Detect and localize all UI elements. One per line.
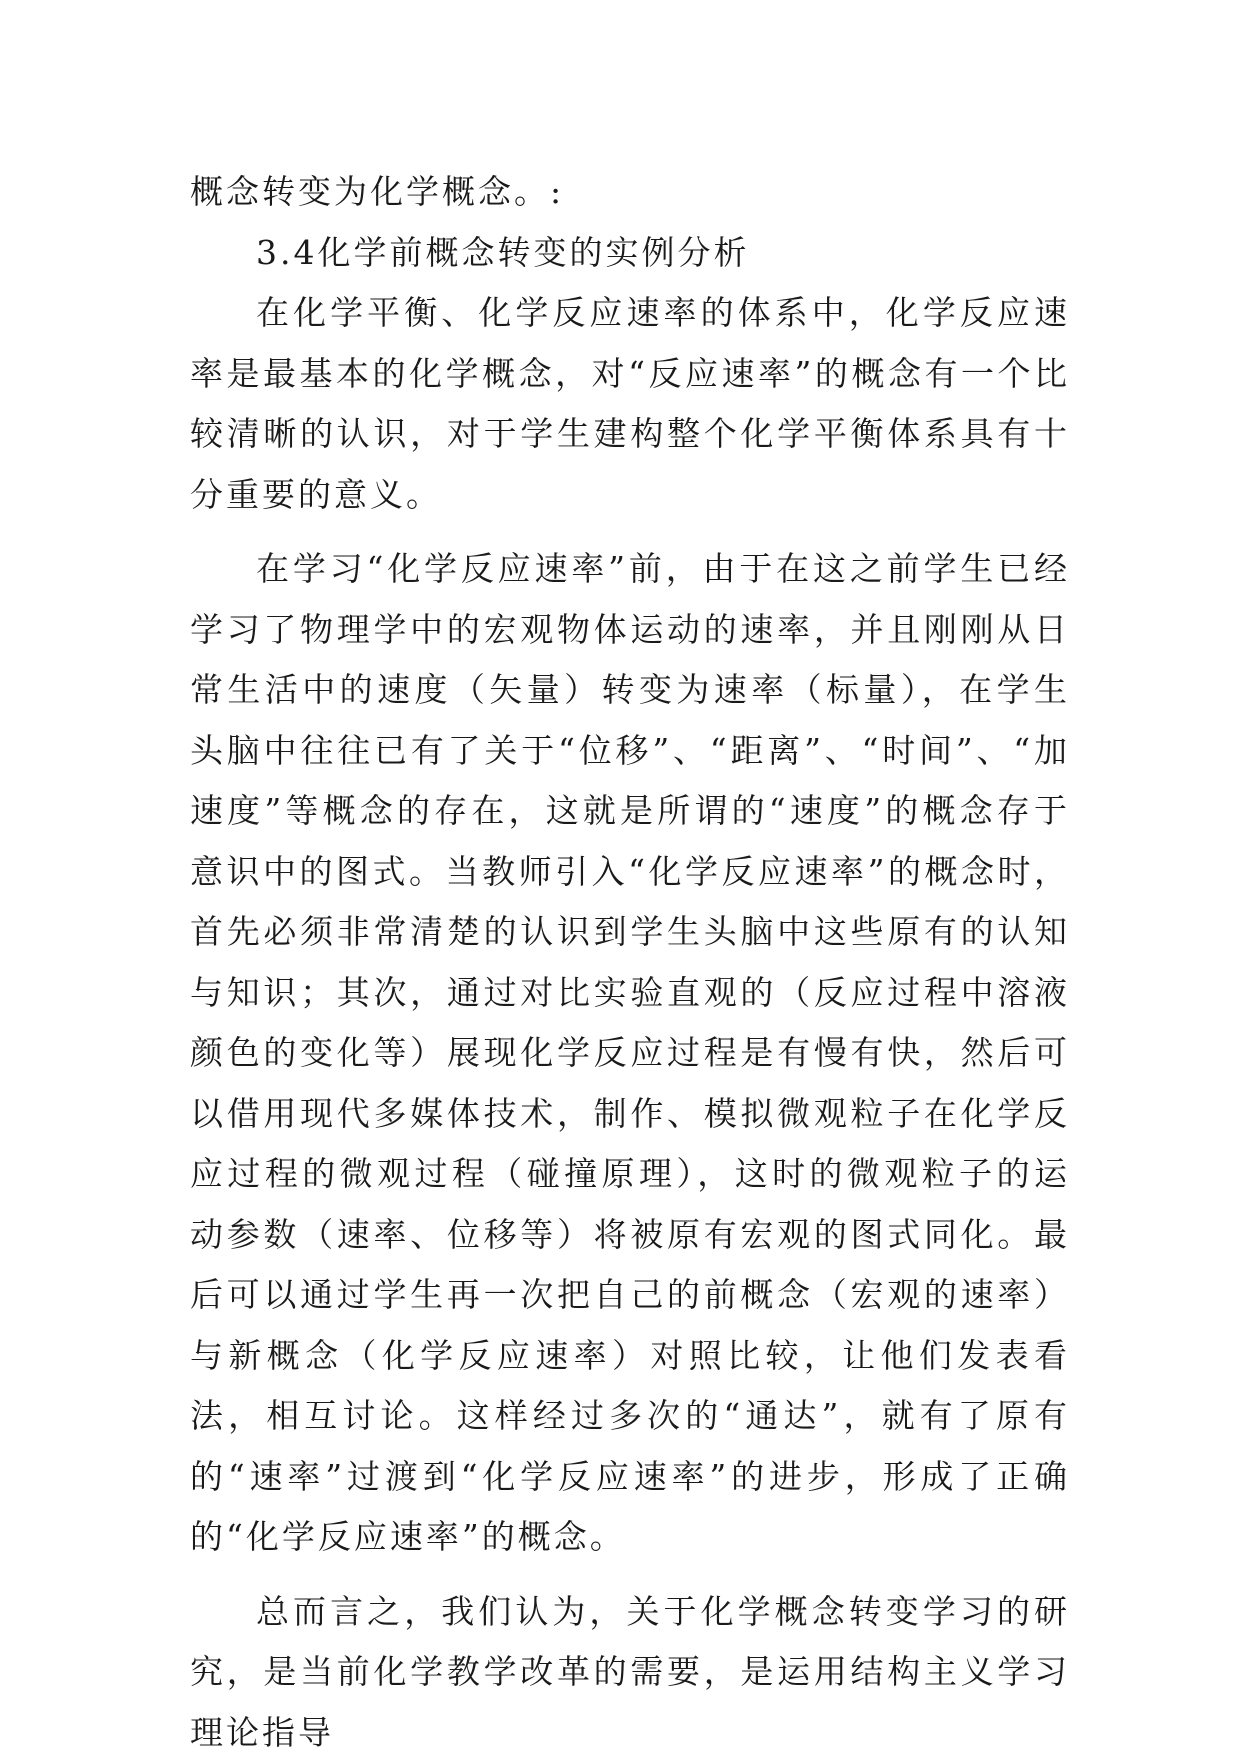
section-heading-3-4: 3.4化学前概念转变的实例分析: [190, 223, 1070, 284]
paragraph-gap: [190, 1568, 1070, 1582]
body-text: [190, 162, 1070, 1763]
paragraph-reaction-rate-intro: 在化学平衡、化学反应速率的体系中，化学反应速率是最基本的化学概念，对“反应速率”的概念有一个比较清晰的认识，对于学生建构整个化学平衡体系具有十分重要的意义。: [190, 283, 1070, 525]
paragraph-concept-transformation-example: 在学习“化学反应速率”前，由于在这之前学生已经学习了物理学中的宏观物体运动的速率，并且刚刚从日常生活中的速度（矢量）转变为速率（标量），在学生头脑中往往已有了关于“位移”、“距离”、“时间”、“加速度”等概念的存在，这就是所谓的“速度”的概念存于意识中的图式。当教师引入“化学反应速率”的概念时，首先必须非常清楚的认识到学生头脑中这些原有的认知与知识；其次，通过对比实验直观的（反应过程中溶液颜色的变化等）展现化学反应过程是有慢有快，然后可以借用现代多媒体技术，制作、模拟微观粒子在化学反应过程的微观过程（碰撞原理），这时的微观粒子的运动参数（速率、位移等）将被原有宏观的图式同化。最后可以通过学生再一次把自己的前概念（宏观的速率）与新概念（化学反应速率）对照比较，让他们发表看法，相互讨论。这样经过多次的“通达”，就有了原有的“速率”过渡到“化学反应速率”的进步，形成了正确的“化学反应速率”的概念。: [190, 539, 1070, 1568]
paragraph-gap: [190, 525, 1070, 539]
paragraph-summary: 总而言之，我们认为，关于化学概念转变学习的研究，是当前化学教学改革的需要，是运用结构主义学习理论指导: [190, 1582, 1070, 1763]
paragraph-continuation: 概念转变为化学概念。:: [190, 162, 1070, 223]
